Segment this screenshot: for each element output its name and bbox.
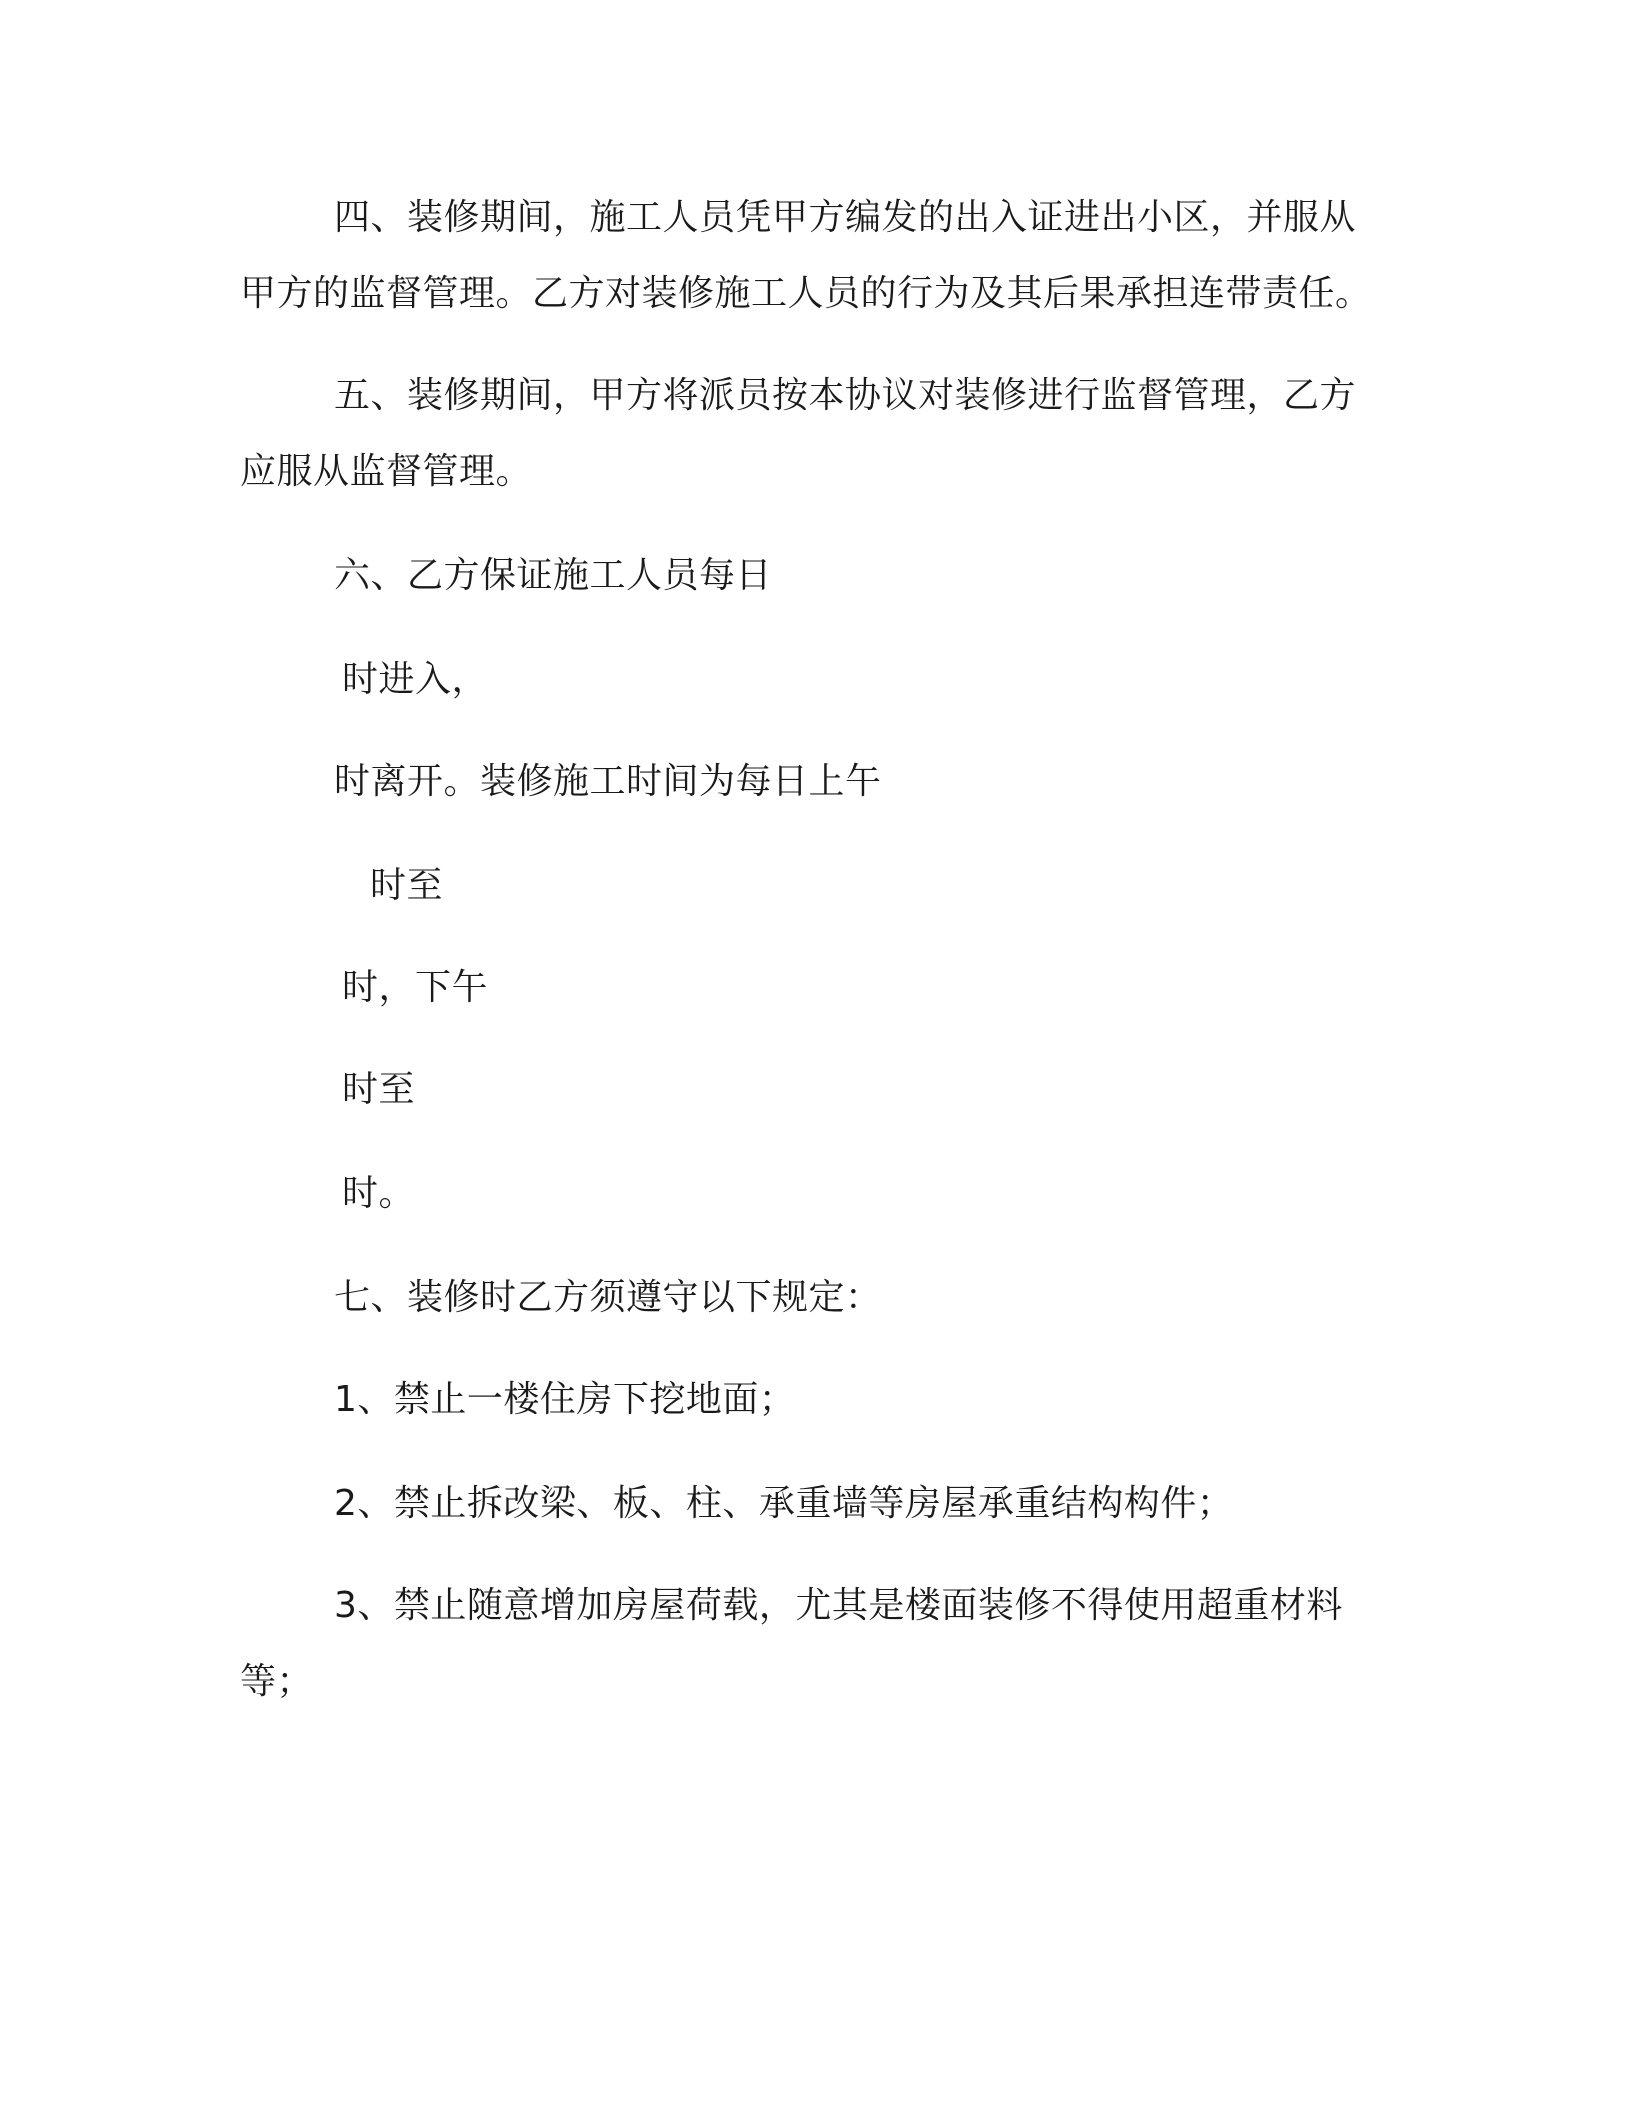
clause-6-end: 时。 bbox=[342, 1173, 416, 1214]
clause-6-line-1: 六、乙方保证施工人员每日 bbox=[334, 555, 773, 596]
rule-3-line-1: 3、禁止随意增加房屋荷载，尤其是楼面装修不得使用超重材料 bbox=[334, 1585, 1343, 1626]
clause-6-morning-to: 时至 bbox=[370, 865, 444, 906]
clause-7-title: 七、装修时乙方须遵守以下规定： bbox=[334, 1277, 882, 1318]
rule-1: 1、禁止一楼住房下挖地面； bbox=[334, 1379, 796, 1420]
clause-6-enter-time: 时进入， bbox=[342, 659, 489, 700]
clause-4-line-1: 四、装修期间，施工人员凭甲方编发的出入证进出小区，并服从 bbox=[334, 197, 1357, 238]
clause-5-line-2: 应服从监督管理。 bbox=[240, 451, 533, 492]
rule-2: 2、禁止拆改梁、板、柱、承重墙等房屋承重结构构件； bbox=[334, 1483, 1234, 1524]
clause-6-afternoon-to: 时至 bbox=[342, 1069, 416, 1110]
clause-6-afternoon: 时，下午 bbox=[342, 967, 489, 1008]
clause-4-line-2: 甲方的监督管理。乙方对装修施工人员的行为及其后果承担连带责任。 bbox=[240, 273, 1372, 314]
clause-5-line-1: 五、装修期间，甲方将派员按本协议对装修进行监督管理，乙方 bbox=[334, 375, 1357, 416]
rule-3-line-2: 等； bbox=[240, 1661, 314, 1702]
clause-6-leave-time: 时离开。装修施工时间为每日上午 bbox=[334, 761, 882, 802]
